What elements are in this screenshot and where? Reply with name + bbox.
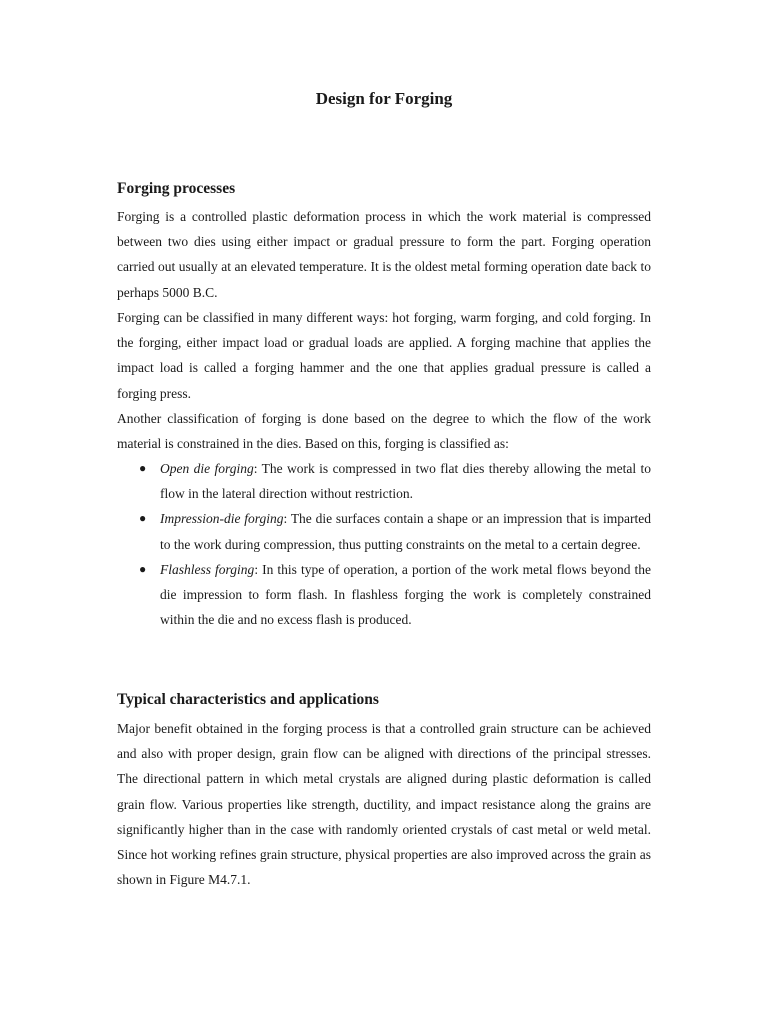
list-item-text: : The work is compressed in two flat dies thereby allowing the metal to flow in the lateral direction without restriction. [160,461,651,502]
document-title: Design for Forging [315,89,453,108]
bullet-icon: ● [139,461,147,475]
list-item-text: : In this type of operation, a portion of the work metal flows beyond the die impression to form flash. In flashless forging the work is completely constrained within the die and no excess flash is produced. [160,561,651,628]
list-item-term: Open die forging [160,461,254,476]
list-item [117,456,651,506]
paragraph-forging-definition: Forging is a controlled plastic deformation process in which the work material is compressed between two dies using either impact or gradual pressure to form the part. Forging operation carried out usually at an elevated temperature. It is the oldest metal forming operation date back to perhaps 5000 B.C. [117,209,651,300]
section-heading-characteristics: Typical characteristics and applications [117,691,379,708]
list-item [117,557,651,633]
paragraph-constraint-classification: Another classification of forging is done based on the degree to which the flow of the work material is constrained in the dies. Based on this, forging is classified as: [117,411,651,452]
paragraph-grain-flow: Major benefit obtained in the forging process is that a controlled grain structure can be achieved and also with proper design, grain flow can be aligned with directions of the principal stresses. The directional pattern in which metal crystals are aligned during plastic deformation is called grain flow. Various properties like strength, ductility, and impact resistance along the grains are significantly higher than in the case with randomly oriented crystals of cast metal or weld metal. Since hot working refines grain structure, physical properties are also improved across the grain as shown in Figure M4.7.1. [117,721,651,888]
list-item-term: Flashless forging [160,561,255,577]
section-heading-forging-processes: Forging processes [117,180,236,197]
bullet-icon: ● [139,511,147,526]
forging-types-list [117,456,651,632]
bullet-icon: ● [139,561,147,576]
list-item-term: Impression-die forging [160,511,284,527]
paragraph-forging-classification: Forging can be classified in many different ways: hot forging, warm forging, and cold forging. In the forging, either impact load or gradual loads are applied. A forging machine that applies the impact load is called a forging hammer and the one that applies gradual pressure is called a forging press. [117,310,651,401]
list-item [117,506,651,556]
list-item-text: : The die surfaces contain a shape or an impression that is imparted to the work during compression, thus putting constraints on the metal to a certain degree. [160,511,651,552]
